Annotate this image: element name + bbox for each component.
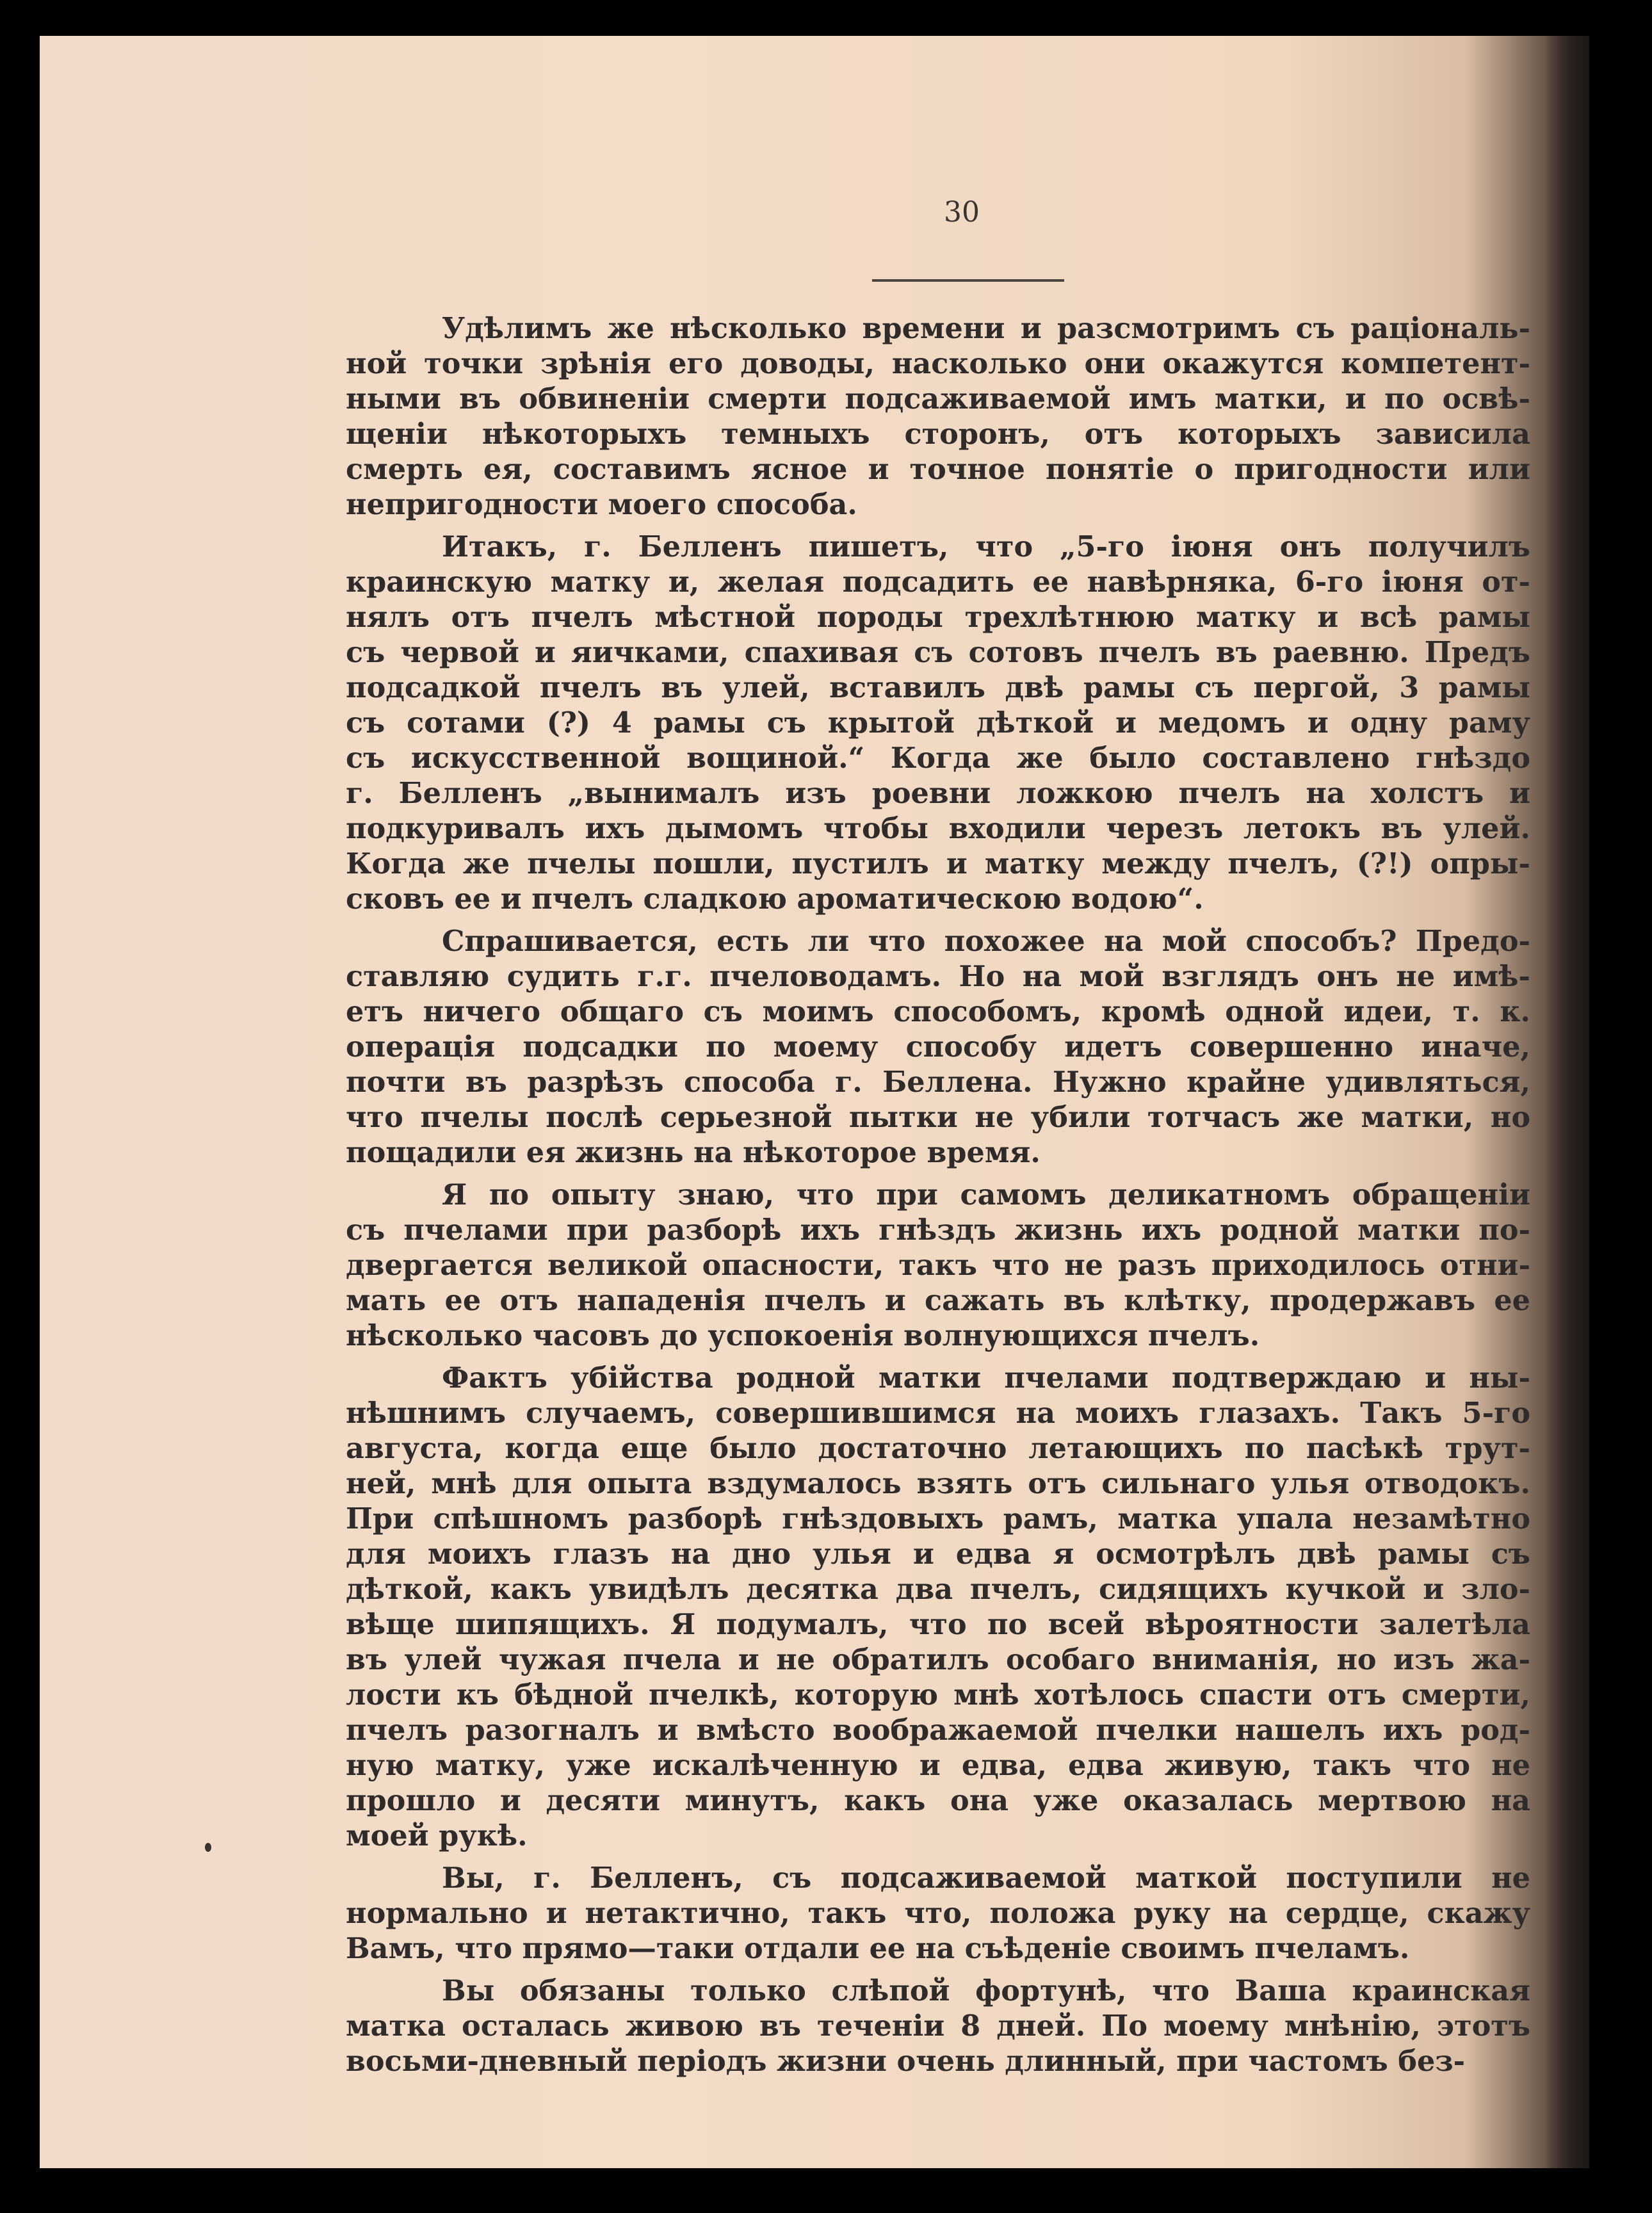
text-line: нялъ отъ пчелъ мѣстной породы трехлѣтнюю матку и всѣ рамы <box>346 601 1530 634</box>
text-line: мать ее отъ нападенія пчелъ и сажать въ клѣтку, продержавъ ее <box>346 1284 1530 1317</box>
text-line: что пчелы послѣ серьезной пытки не убили тотчасъ же матки, но <box>346 1101 1530 1134</box>
text-line: смерть ея, составимъ ясное и точное понятіе о пригодности или <box>346 453 1530 486</box>
paragraph <box>346 1861 1530 1966</box>
text-line: сковъ ее и пчелъ сладкою ароматическою водою“. <box>346 882 1204 916</box>
page-number: 30 <box>944 196 980 229</box>
text-line: Спрашивается, есть ли что похожее на мой способъ? Предо- <box>442 925 1530 958</box>
text-line: вѣще шипящихъ. Я подумалъ, что по всей вѣроятности залетѣла <box>346 1608 1530 1641</box>
paragraph <box>346 1974 1530 2079</box>
text-line: Я по опыту знаю, что при самомъ деликатномъ обращеніи <box>442 1178 1530 1212</box>
ink-mark <box>205 1843 211 1852</box>
text-line: ной точки зрѣнія его доводы, насколько они окажутся компетент- <box>346 347 1530 380</box>
text-line: Когда же пчелы пошли, пустилъ и матку между пчелъ, (?!) опры- <box>346 847 1530 880</box>
text-line: дѣткой, какъ увидѣлъ десятка два пчелъ, сидящихъ кучкой и зло- <box>346 1573 1530 1606</box>
text-line: для моихъ глазъ на дно улья и едва я осмотрѣлъ двѣ рамы съ <box>346 1537 1530 1571</box>
text-line: лости къ бѣдной пчелкѣ, которую мнѣ хотѣлось спасти отъ смерти, <box>346 1678 1530 1712</box>
text-line: восьми-дневный періодъ жизни очень длинный, при частомъ без- <box>346 2045 1466 2078</box>
text-line: г. Белленъ „вынималъ изъ роевни ложкою пчелъ на холстъ и <box>346 777 1530 810</box>
paragraph <box>346 530 1530 917</box>
text-line: двергается великой опасности, такъ что не разъ приходилось отни- <box>346 1249 1530 1282</box>
text-line: въ улей чужая пчела и не обратилъ особаго вниманія, но изъ жа- <box>346 1643 1530 1676</box>
text-line: краинскую матку и, желая подсадить ее навѣрняка, 6-го іюня от- <box>346 565 1530 599</box>
text-line: августа, когда еще было достаточно летающихъ по пасѣкѣ трут- <box>346 1432 1530 1465</box>
text-line: съ искусственной вощиной.“ Когда же было составлено гнѣздо <box>346 742 1530 775</box>
text-line: пчелъ разогналъ и вмѣсто воображаемой пчелки нашелъ ихъ род- <box>346 1714 1530 1747</box>
text-line: операція подсадки по моему способу идетъ совершенно иначе, <box>346 1030 1530 1064</box>
book-page <box>40 36 1589 2168</box>
text-line: непригодности моего способа. <box>346 488 857 521</box>
paragraph <box>346 924 1530 1171</box>
text-line: При спѣшномъ разборѣ гнѣздовыхъ рамъ, матка упала незамѣтно <box>346 1502 1530 1536</box>
text-line: прошло и десяти минутъ, какъ она уже оказалась мертвою на <box>346 1784 1530 1817</box>
text-line: Вамъ, что прямо—таки отдали ее на съѣденіе своимъ пчеламъ. <box>346 1932 1410 1965</box>
text-line: моей рукѣ. <box>346 1819 528 1852</box>
text-line: съ сотами (?) 4 рамы съ крытой дѣткой и медомъ и одну раму <box>346 706 1530 740</box>
header-rule <box>872 279 1064 282</box>
text-line: матка осталась живою въ теченіи 8 дней. По моему мнѣнію, этотъ <box>346 2009 1530 2043</box>
text-line: ную матку, уже искалѣченную и едва, едва живую, такъ что не <box>346 1749 1530 1782</box>
text-line: ней, мнѣ для опыта вздумалось взять отъ сильнаго улья отводокъ. <box>346 1467 1530 1500</box>
text-line: почти въ разрѣзъ способа г. Беллена. Нужно крайне удивляться, <box>346 1066 1530 1099</box>
text-line: пощадили ея жизнь на нѣкоторое время. <box>346 1136 1041 1169</box>
text-line: съ пчелами при разборѣ ихъ гнѣздъ жизнь ихъ родной матки по- <box>346 1213 1530 1247</box>
paragraph <box>346 1178 1530 1354</box>
text-line: нѣсколько часовъ до успокоенія волнующихся пчелъ. <box>346 1319 1260 1352</box>
paragraph <box>346 311 1530 523</box>
text-line: етъ ничего общаго съ моимъ способомъ, кромѣ одной идеи, т. к. <box>346 995 1530 1028</box>
text-line: ными въ обвиненіи смерти подсаживаемой имъ матки, и по освѣ- <box>346 382 1530 416</box>
text-line: нѣшнимъ случаемъ, совершившимся на моихъ глазахъ. Такъ 5-го <box>346 1397 1530 1430</box>
book-spine-shadow <box>1544 36 1589 2168</box>
text-line: подсадкой пчелъ въ улей, вставилъ двѣ рамы съ пергой, 3 рамы <box>346 671 1530 704</box>
text-line: съ червой и яичками, спахивая съ сотовъ пчелъ въ раевню. Предъ <box>346 636 1530 669</box>
text-line: нормально и нетактично, такъ что, положа руку на сердце, скажу <box>346 1897 1530 1930</box>
text-line: Удѣлимъ же нѣсколько времени и разсмотримъ съ раціональ- <box>442 312 1530 345</box>
text-line: Вы обязаны только слѣпой фортунѣ, что Ваша краинская <box>442 1974 1530 2007</box>
text-line: ставляю судить г.г. пчеловодамъ. Но на мой взглядъ онъ не имѣ- <box>346 960 1530 993</box>
body-text <box>346 311 1530 2086</box>
text-line: щеніи нѣкоторыхъ темныхъ сторонъ, отъ которыхъ зависила <box>346 417 1530 451</box>
text-line: подкуривалъ ихъ дымомъ чтобы входили черезъ летокъ въ улей. <box>346 812 1530 845</box>
paragraph <box>346 1361 1530 1854</box>
text-line: Итакъ, г. Белленъ пишетъ, что „5-го іюня онъ получилъ <box>442 530 1530 563</box>
text-line: Вы, г. Белленъ, съ подсаживаемой маткой поступили не <box>442 1861 1530 1895</box>
text-line: Фактъ убійства родной матки пчелами подтверждаю и ны- <box>442 1361 1530 1395</box>
